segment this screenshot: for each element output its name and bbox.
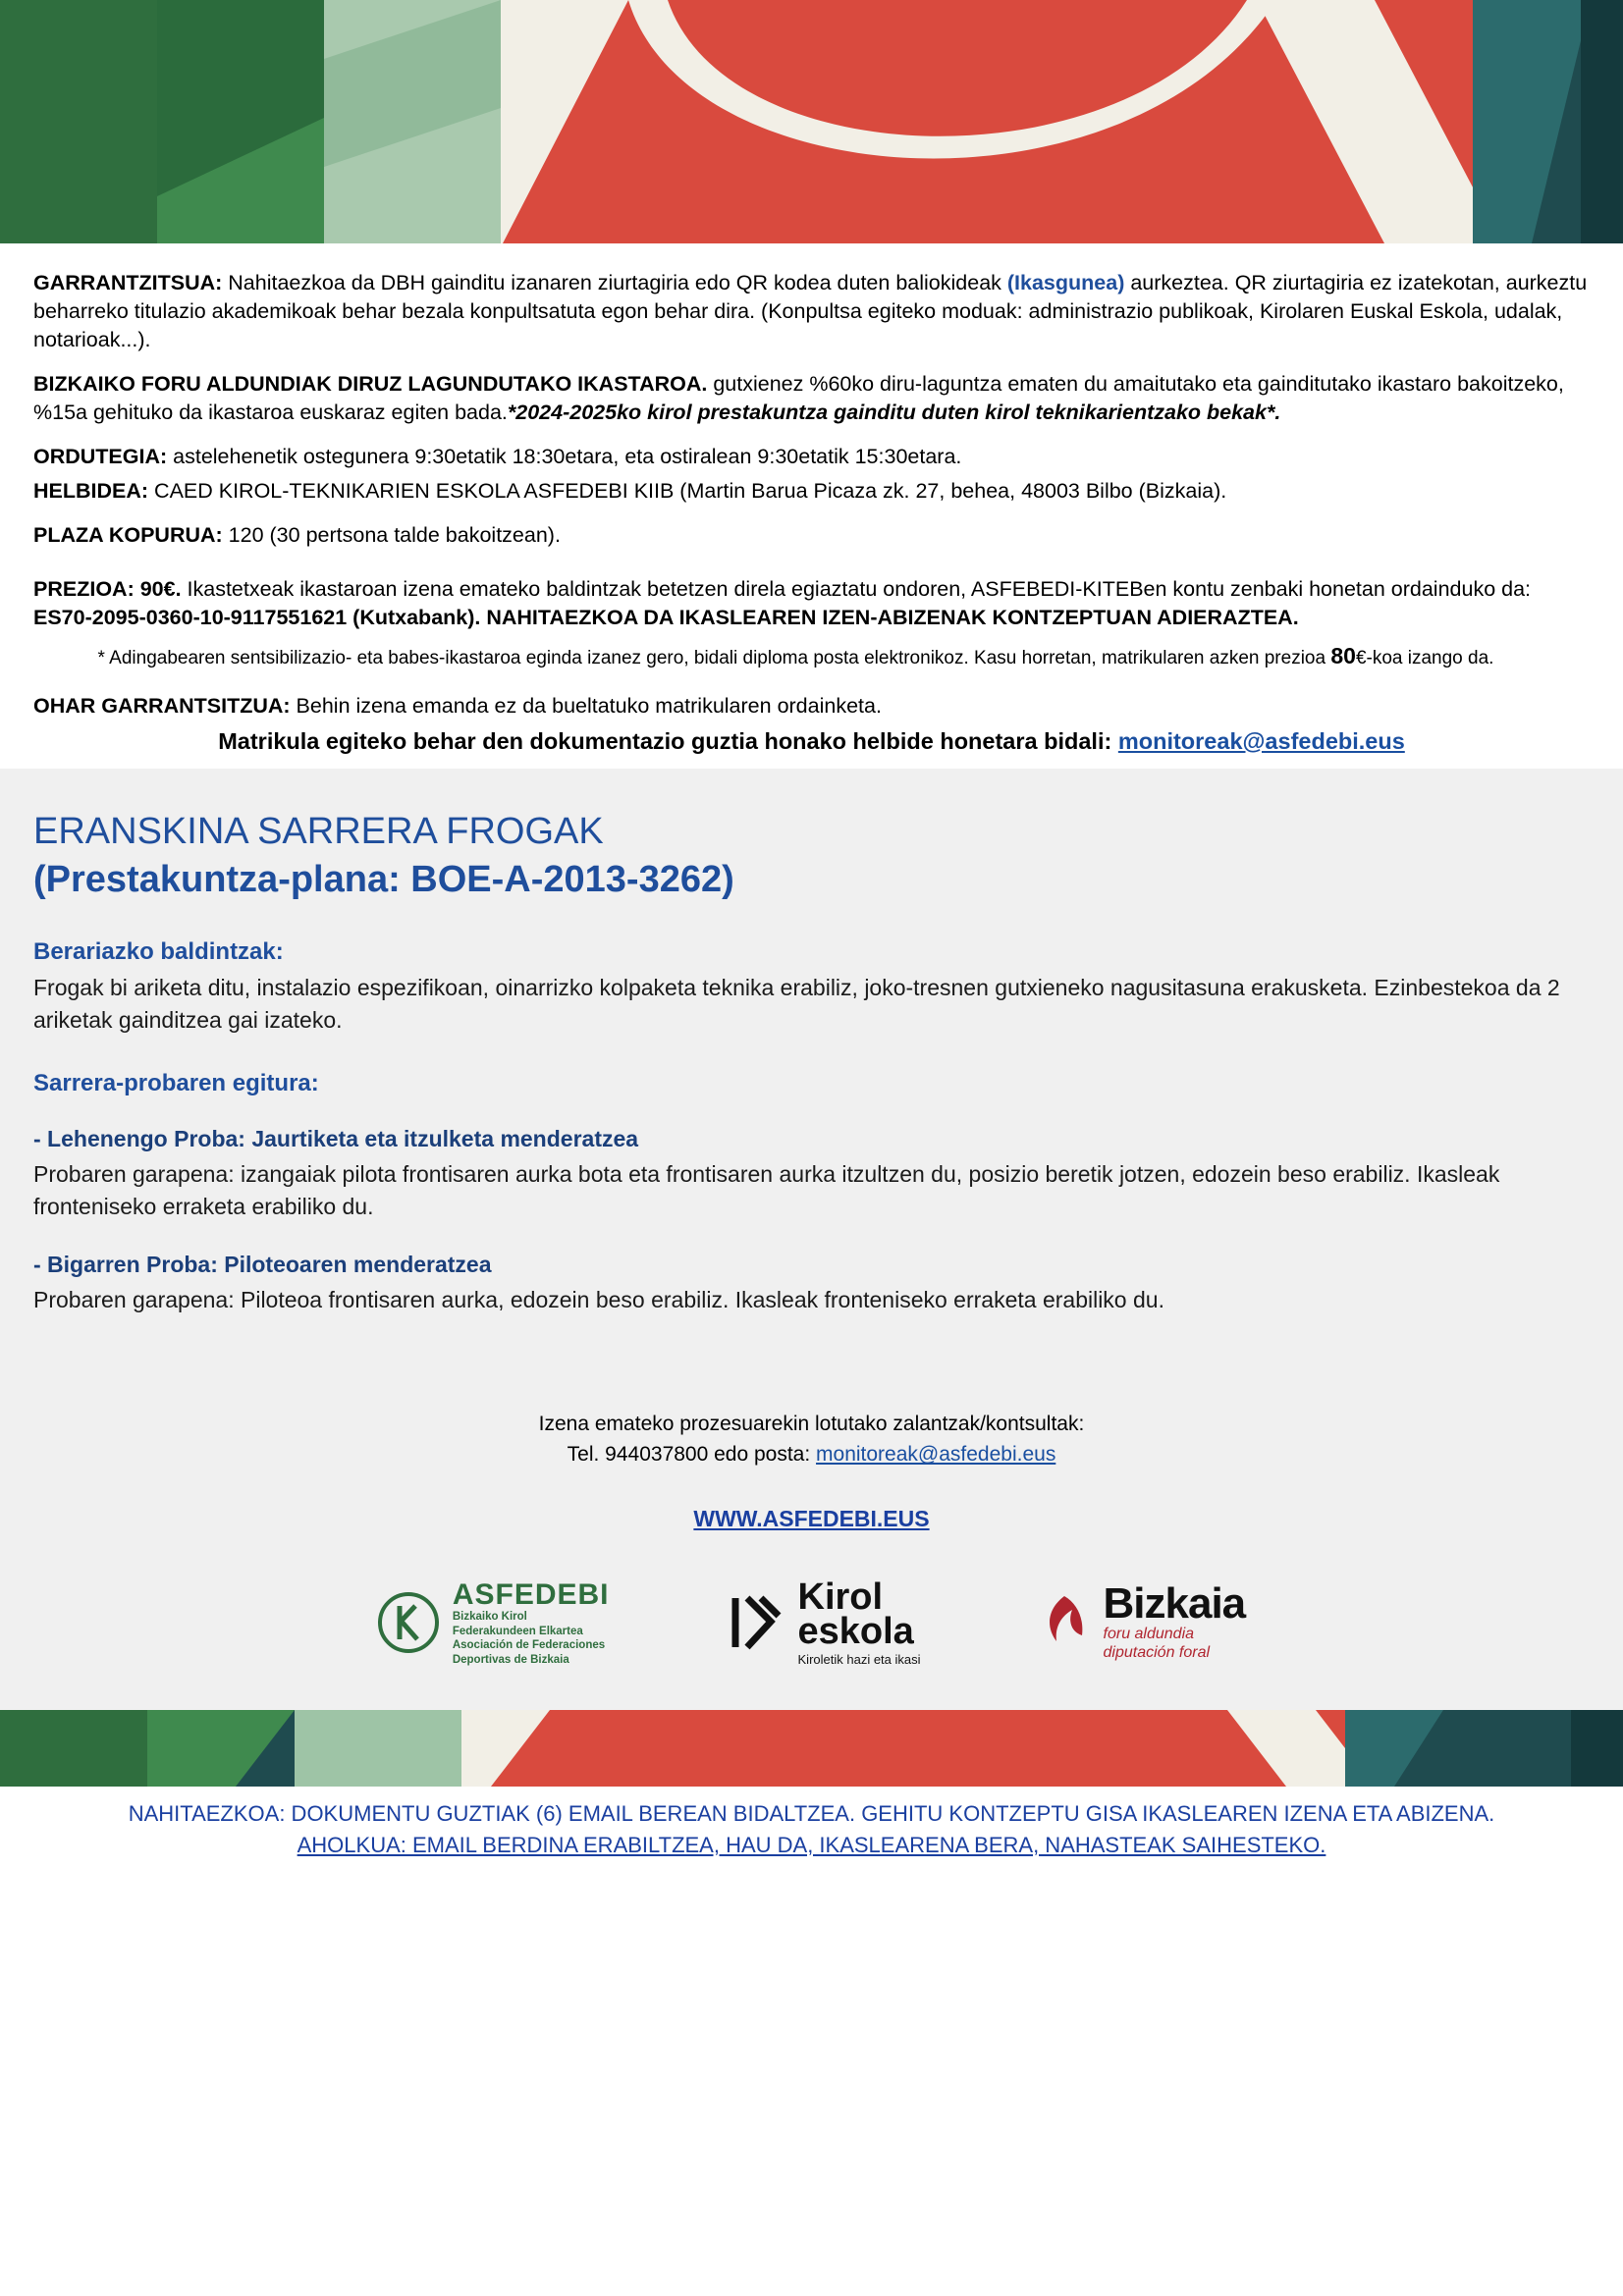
note-adingabea xyxy=(33,640,1590,672)
text-garrantzitsua-2: aurkeztea. QR ziurtagiria ez izatekotan, aurkeztu beharreko titulazio akademikoak behar bezala konpultsatuta egon behar dira. (Konpultsa egiteko moduak: administrazio publikoak, Kirolaren Euskal Eskola, udalak, notarioak...). xyxy=(33,271,1588,352)
footer-notice-line1: NAHITAEZKOA: DOKUMENTU GUZTIAK (6) EMAIL BEREAN BIDALTZEA. GEHITU KONTZEPTU GISA IKASLEAREN IZENA ETA ABIZENA. xyxy=(128,1800,1495,1826)
asfedebi-sub-2: Federakundeen Elkartea xyxy=(452,1625,583,1637)
text-prezioa-2: NAHITAEZKOA DA IKASLEAREN IZEN-ABIZENAK KONTZEPTUAN ADIERAZTEA. xyxy=(480,606,1299,630)
label-ohar: OHAR GARRANTSITZUA: xyxy=(33,693,291,718)
kirol-mark-icon xyxy=(728,1592,784,1653)
label-ordutegia: ORDUTEGIA: xyxy=(33,445,168,469)
asfedebi-sub-1: Bizkaiko Kirol xyxy=(452,1611,527,1624)
banner-graphic xyxy=(0,0,1623,243)
para-ordutegia xyxy=(33,443,1590,471)
text-prezioa-1: Ikastetxeak ikastaroan izena emateko baldintzak betetzen direla egiaztatu ondoren, ASFEBEDI-KITEBen kontu zenbaki honetan ordainduko da: xyxy=(181,577,1532,602)
para-diru-laguntza xyxy=(33,370,1590,427)
email-link-matrikula[interactable]: monitoreak@asfedebi.eus xyxy=(1117,727,1405,754)
label-prezioa: PREZIOA: 90€. xyxy=(33,577,182,602)
annex-section1-text: Frogak bi ariketa ditu, instalazio espezifikoan, oinarrizko kolpaketa teknika erabiliz, joko-tresnen gutxieneko nagusitasuna erakusketa. Ezinbestekoa da 2 ariketak gainditzea gai izateko. xyxy=(33,974,1560,1033)
annex-test1-text: Probaren garapena: izangaiak pilota frontisaren aurka bota eta frontisaren aurka itzultzen du, posizio beretik jotzen, edozein beso erabiliz. Ikasleak fronteniseko erraketa erabiliko du. xyxy=(33,1160,1500,1219)
text-plaza-kopurua: 120 (30 pertsona talde bakoitzean). xyxy=(222,523,561,548)
footer-banner-graphic xyxy=(0,1710,1623,1787)
contact-line1: Izena emateko prozesuarekin lotutako zalantzak/kontsultak: xyxy=(538,1412,1085,1435)
text-iban: ES70-2095-0360-10-9117551621 (Kutxabank). xyxy=(33,606,481,630)
label-garrantzitsua: GARRANTZITSUA: xyxy=(33,271,223,294)
annex-test2-text: Probaren garapena: Piloteoa frontisaren aurka, edozein beso erabiliz. Ikasleak fronteniseko erraketa erabiliko du. xyxy=(33,1286,1164,1312)
para-helbidea xyxy=(33,477,1590,506)
para-plaza-kopurua xyxy=(33,521,1590,550)
asfedebi-sub-4: Deportivas de Bizkaia xyxy=(452,1653,569,1666)
para-ohar-garrantsitzua xyxy=(33,692,1590,721)
annex-section2-title: Sarrera-probaren egitura: xyxy=(33,1070,319,1097)
text-garrantzitsua-1: Nahitaezkoa da DBH gainditu izanaren ziurtagiria edo QR kodea duten baliokideak xyxy=(222,271,1007,294)
bizkaia-sub-2: diputación foral xyxy=(1103,1644,1211,1662)
para-prezioa xyxy=(33,575,1590,632)
para-garrantzitsua xyxy=(33,269,1590,354)
website-block xyxy=(0,1480,1623,1532)
document-body xyxy=(0,243,1623,755)
mail-instruction-text: Matrikula egiteko behar den dokumentazio guztia honako helbide honetara bidali: xyxy=(218,727,1118,754)
text-bekak-italic: *2024-2025ko kirol prestakuntza gainditu duten kirol teknikarientzako bekak*. xyxy=(507,400,1281,425)
contact-phone-text: Tel. 944037800 edo posta: xyxy=(567,1443,817,1467)
mail-instruction-line xyxy=(33,728,1590,755)
asfedebi-sub-3: Asociación de Federaciones xyxy=(452,1639,606,1652)
footer-notice xyxy=(0,1787,1623,1861)
asfedebi-mark-icon xyxy=(378,1592,439,1653)
note-text-2: €-koa izango da. xyxy=(1355,648,1494,669)
text-ohar: Behin izena emanda ez da bueltatuko matrikularen ordainketa. xyxy=(290,693,882,718)
bizkaia-mark-icon xyxy=(1039,1592,1090,1653)
logo-row xyxy=(0,1532,1623,1710)
annex-title xyxy=(33,808,1590,905)
text-diru-laguntza: gutxienez %60ko diru-laguntza ematen du amaitutako eta gainditutako ikastaro bakoitzeko, %15a gehituko da ikastaroa euskaraz egiten bada. xyxy=(33,372,1564,425)
label-helbidea: HELBIDEA: xyxy=(33,479,149,504)
label-bizkaiko-foru: BIZKAIKO FORU ALDUNDIAK DIRUZ LAGUNDUTAKO IKASTAROA. xyxy=(33,372,708,397)
footer-notice-line2: AHOLKUA: EMAIL BERDINA ERABILTZEA, HAU DA, IKASLEARENA BERA, NAHASTEAK SAIHESTEKO. xyxy=(297,1832,1326,1857)
annex-title-line1: ERANSKINA SARRERA FROGAK xyxy=(33,810,604,852)
asfedebi-name: ASFEDEBI xyxy=(452,1577,610,1611)
contact-block xyxy=(0,1350,1623,1480)
annex-test2-title: - Bigarren Proba: Piloteoaren menderatzea xyxy=(33,1252,492,1278)
email-link-contact[interactable]: monitoreak@asfedebi.eus xyxy=(816,1443,1056,1467)
annex-section xyxy=(0,769,1623,1350)
header-banner xyxy=(0,0,1623,243)
text-ordutegia: astelehenetik ostegunera 9:30etatik 18:30etara, eta ostiralean 9:30etatik 15:30etara. xyxy=(167,445,962,469)
bizkaia-logo xyxy=(1039,1579,1246,1662)
note-amount: 80 xyxy=(1330,643,1356,669)
bizkaia-name: Bizkaia xyxy=(1103,1579,1246,1629)
contact-line2 xyxy=(0,1439,1623,1470)
annex-test1-title: - Lehenengo Proba: Jaurtiketa eta itzulketa menderatzea xyxy=(33,1126,639,1152)
footer-banner xyxy=(0,1710,1623,1787)
asfedebi-logo xyxy=(378,1579,610,1667)
bizkaia-sub-1: foru aldundia xyxy=(1103,1626,1195,1643)
kirol-name-line2: eskola xyxy=(797,1610,914,1652)
kirol-eskola-logo xyxy=(728,1575,921,1667)
text-helbidea: CAED KIROL-TEKNIKARIEN ESKOLA ASFEDEBI KIIB (Martin Barua Picaza zk. 27, behea, 48003 Bilbo (Bizkaia). xyxy=(148,479,1227,504)
highlight-ikasgunea: (Ikasgunea) xyxy=(1006,271,1125,294)
kirol-name-line1: Kirol xyxy=(797,1575,884,1618)
note-text-1: * Adingabearen sentsibilizazio- eta babes-ikastaroa eginda izanez gero, bidali diploma posta elektronikoz. Kasu horretan, matrikularen azken prezioa xyxy=(97,648,1331,669)
website-link[interactable]: WWW.ASFEDEBI.EUS xyxy=(693,1505,930,1531)
annex-section1-title: Berariazko baldintzak: xyxy=(33,937,284,965)
label-plaza-kopurua: PLAZA KOPURUA: xyxy=(33,523,223,548)
kirol-sub: Kiroletik hazi eta ikasi xyxy=(797,1651,921,1667)
annex-title-line2: (Prestakuntza-plana: BOE-A-2013-3262) xyxy=(33,859,734,901)
